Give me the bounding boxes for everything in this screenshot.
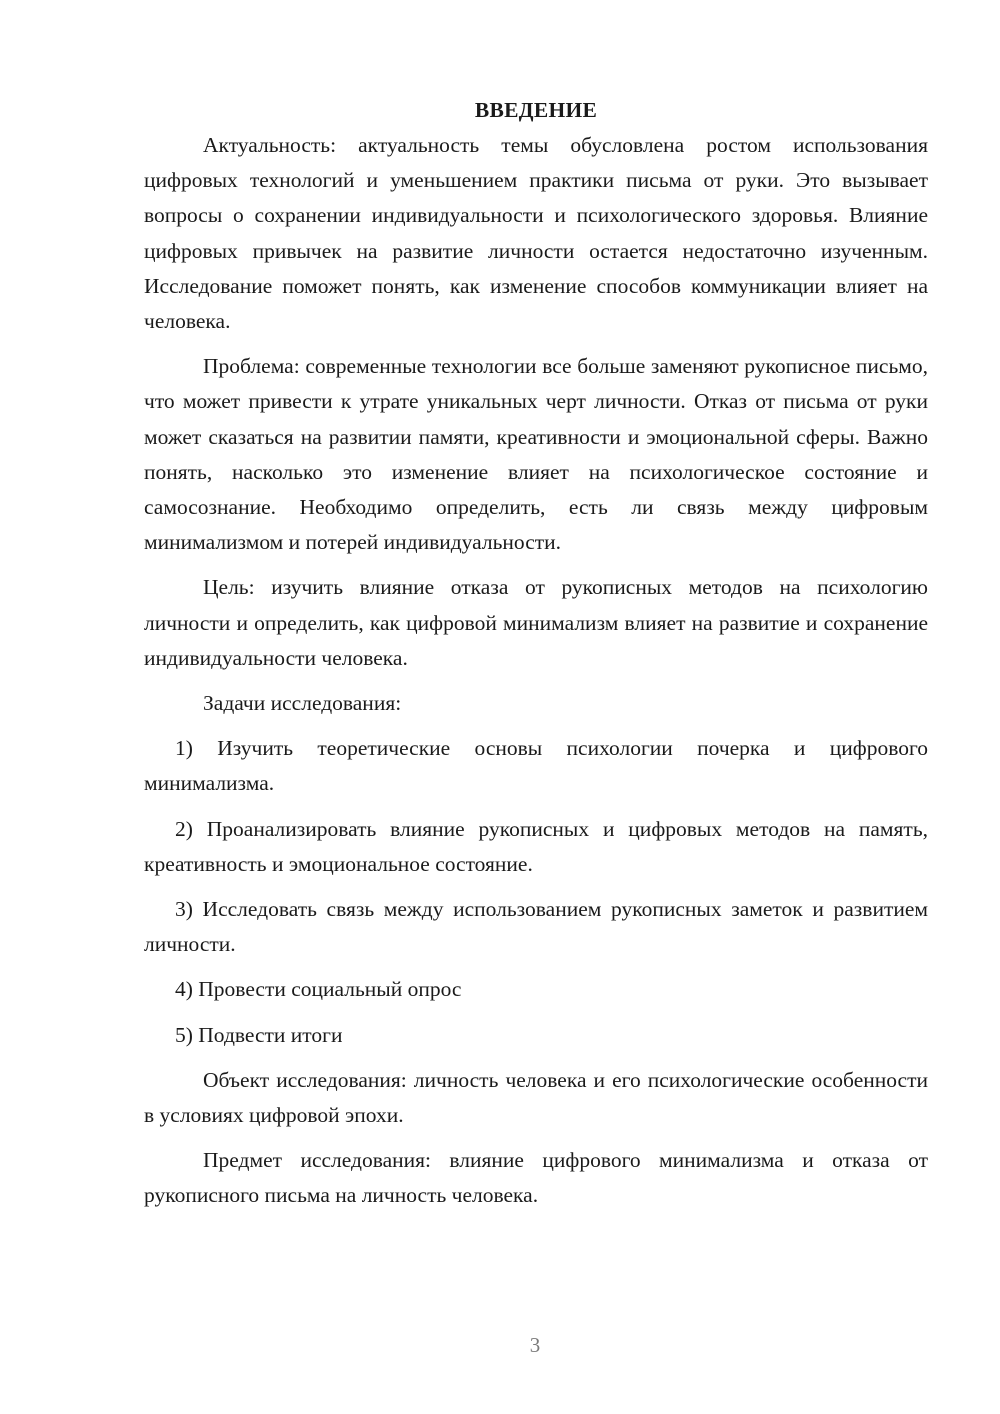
task-item-5: 5) Подвести итоги (175, 1022, 343, 1047)
task-item-4: 4) Провести социальный опрос (175, 977, 462, 1002)
paragraph-subject: Предмет исследования: влияние цифрового минимализма и отказа от рукописного письма на личность человека. (144, 1148, 928, 1208)
paragraph-relevance: Актуальность: актуальность темы обусловлена ростом использования цифровых технологий и уменьшением практики письма от руки. Это вызывает вопросы о сохранении индивидуальности и психологического здоровья. Влияние цифровых привычек на развитие личности остается недостаточно изученным. Исследование поможет понять, как изменение способов коммуникации влияет на человека. (144, 133, 928, 334)
task-item-1: 1) Изучить теоретические основы психологии почерка и цифрового минимализма. (144, 736, 928, 796)
page-title: ВВЕДЕНИЕ (474, 98, 598, 122)
tasks-heading: Задачи исследования: (203, 691, 402, 716)
task-item-3: 3) Исследовать связь между использованием рукописных заметок и развитием личности. (144, 897, 928, 957)
paragraph-object: Объект исследования: личность человека и его психологические особенности в условиях цифровой эпохи. (144, 1067, 928, 1128)
task-item-2: 2) Проанализировать влияние рукописных и цифровых методов на память, креативность и эмоциональное состояние. (144, 816, 928, 876)
paragraph-goal: Цель: изучить влияние отказа от рукописных методов на психологию личности и определить, как цифровой минимализм влияет на развитие и сохранение индивидуальности человека. (144, 575, 928, 670)
page-content (144, 92, 928, 1214)
page-number: 3 (529, 1333, 541, 1357)
paragraph-problem: Проблема: современные технологии все больше заменяют рукописное письмо, что может привести к утрате уникальных черт личности. Отказ от письма от руки может сказаться на развитии памяти, креативности и эмоциональной сферы. Важно понять, насколько это изменение влияет на психологическое состояние и самосознание. Необходимо определить, есть ли связь между цифровым минимализмом и потерей индивидуальности. (144, 354, 928, 555)
